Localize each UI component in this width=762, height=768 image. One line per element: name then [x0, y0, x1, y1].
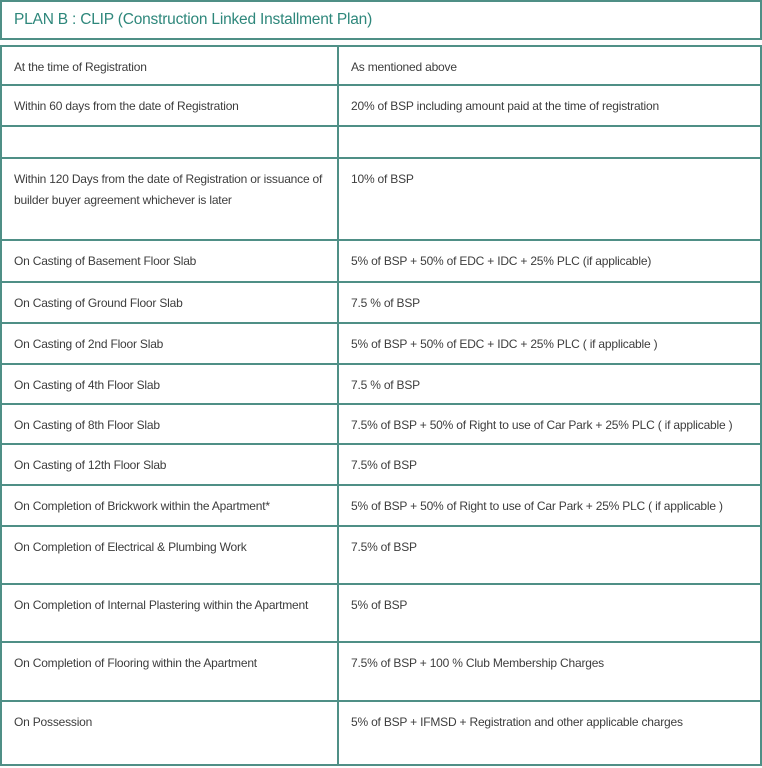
payment-cell: 7.5 % of BSP [351, 378, 420, 392]
table-row [2, 322, 760, 363]
milestone-cell: On Casting of 12th Floor Slab [2, 445, 339, 484]
table-row [2, 443, 760, 484]
milestone-cell [2, 127, 339, 157]
table-row [2, 525, 760, 583]
payment-cell: 10% of BSP [351, 172, 414, 186]
table-row [2, 363, 760, 403]
milestone-cell: At the time of Registration [2, 47, 339, 84]
milestone-cell: On Casting of Basement Floor Slab [2, 241, 339, 281]
milestone-cell: Within 120 Days from the date of Registration or issuance of builder buyer agreement whichever is later [2, 159, 339, 239]
table-row [2, 641, 760, 700]
milestone-cell: On Possession [2, 702, 339, 764]
milestone-cell: On Completion of Brickwork within the Apartment* [2, 486, 339, 525]
table-row-empty [2, 125, 760, 157]
milestone-cell: On Completion of Internal Plastering within the Apartment [2, 585, 339, 641]
payment-cell: 5% of BSP + IFMSD + Registration and other applicable charges [351, 715, 683, 729]
payment-cell: 7.5% of BSP + 50% of Right to use of Car Park + 25% PLC ( if applicable ) [351, 418, 733, 432]
plan-title: PLAN B : CLIP (Construction Linked Installment Plan) [14, 11, 373, 28]
milestone-cell: On Casting of 8th Floor Slab [2, 405, 339, 443]
milestone-cell: On Casting of Ground Floor Slab [2, 283, 339, 322]
plan-title-bar [0, 0, 762, 40]
payment-cell: As mentioned above [351, 60, 457, 74]
milestone-cell: On Casting of 4th Floor Slab [2, 365, 339, 403]
table-row [2, 700, 760, 764]
milestone-cell: On Completion of Electrical & Plumbing Work [2, 527, 339, 583]
payment-cell: 7.5% of BSP [351, 458, 417, 472]
table-row [2, 47, 760, 84]
table-row [2, 403, 760, 443]
payment-cell: 5% of BSP + 50% of EDC + IDC + 25% PLC (if applicable) [351, 254, 652, 268]
payment-cell: 7.5% of BSP + 100 % Club Membership Charges [351, 656, 604, 670]
table-row [2, 84, 760, 125]
table-row [2, 583, 760, 641]
table-row [2, 281, 760, 322]
payment-cell: 5% of BSP + 50% of EDC + IDC + 25% PLC ( if applicable ) [351, 337, 658, 351]
milestone-cell: Within 60 days from the date of Registration [2, 86, 339, 125]
payment-cell: 5% of BSP + 50% of Right to use of Car Park + 25% PLC ( if applicable ) [351, 499, 723, 513]
payment-schedule-table [0, 45, 762, 766]
payment-cell: 7.5 % of BSP [351, 296, 420, 310]
table-row [2, 157, 760, 239]
table-row [2, 484, 760, 525]
payment-cell: 7.5% of BSP [351, 540, 417, 554]
payment-cell: 5% of BSP [351, 598, 408, 612]
table-row [2, 239, 760, 281]
milestone-cell: On Casting of 2nd Floor Slab [2, 324, 339, 363]
payment-cell [339, 127, 760, 157]
milestone-cell: On Completion of Flooring within the Apartment [2, 643, 339, 700]
payment-cell: 20% of BSP including amount paid at the time of registration [351, 99, 659, 113]
